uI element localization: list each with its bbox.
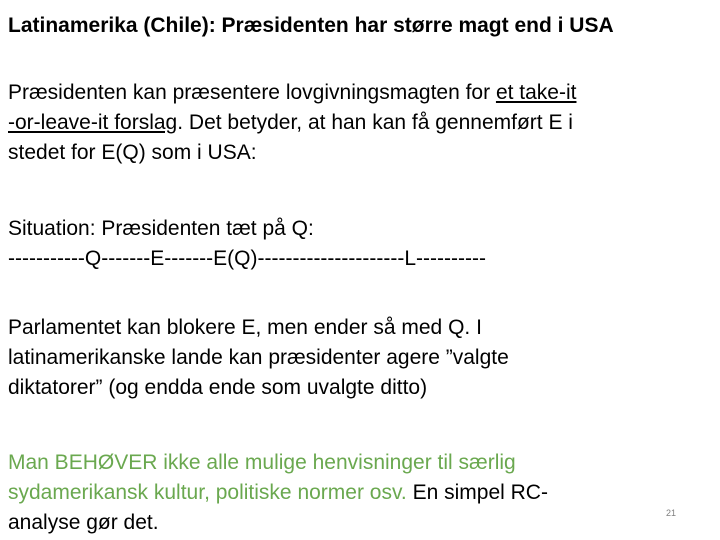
paragraph-conclusion (8, 448, 713, 538)
situation-label: Situation: Præsidenten tæt på Q: (8, 217, 314, 240)
para1-line1-text: Præsidenten kan præsentere lovgivningsmagten for (8, 81, 496, 104)
para1-line1-underlined: et take-it (495, 81, 577, 104)
para4-line1-green: Man BEHØVER ikke alle mulige henvisninger til særlig (8, 451, 516, 474)
para4-line3-black: analyse gør det. (8, 511, 159, 534)
para3-line2: latinamerikanske lande kan præsidenter agere ”valgte (8, 346, 509, 369)
page-number: 21 (666, 508, 677, 518)
para1-line3-text: stedet for E(Q) som i USA: (8, 141, 257, 164)
para3-line1: Parlamentet kan blokere E, men ender så med Q. I (8, 316, 482, 339)
slide-title: Latinamerika (Chile): Præsidenten har større magt end i USA (8, 14, 614, 37)
para4-line2-green: sydamerikansk kultur, politiske normer osv. (8, 481, 407, 504)
para1-line2-text: . Det betyder, at han kan få gennemført E i (177, 111, 573, 134)
policy-line: -----------Q-------E-------E(Q)---------------------L---------- (8, 247, 486, 270)
paragraph-situation (8, 214, 713, 274)
para3-line3: diktatorer” (og endda ende som uvalgte ditto) (8, 376, 428, 399)
paragraph-presidential-power (8, 78, 713, 168)
para4-line2-black: En simpel RC- (406, 481, 548, 504)
paragraph-parliament (8, 313, 713, 403)
para1-line2-underlined: -or-leave-it forslag (8, 111, 178, 134)
